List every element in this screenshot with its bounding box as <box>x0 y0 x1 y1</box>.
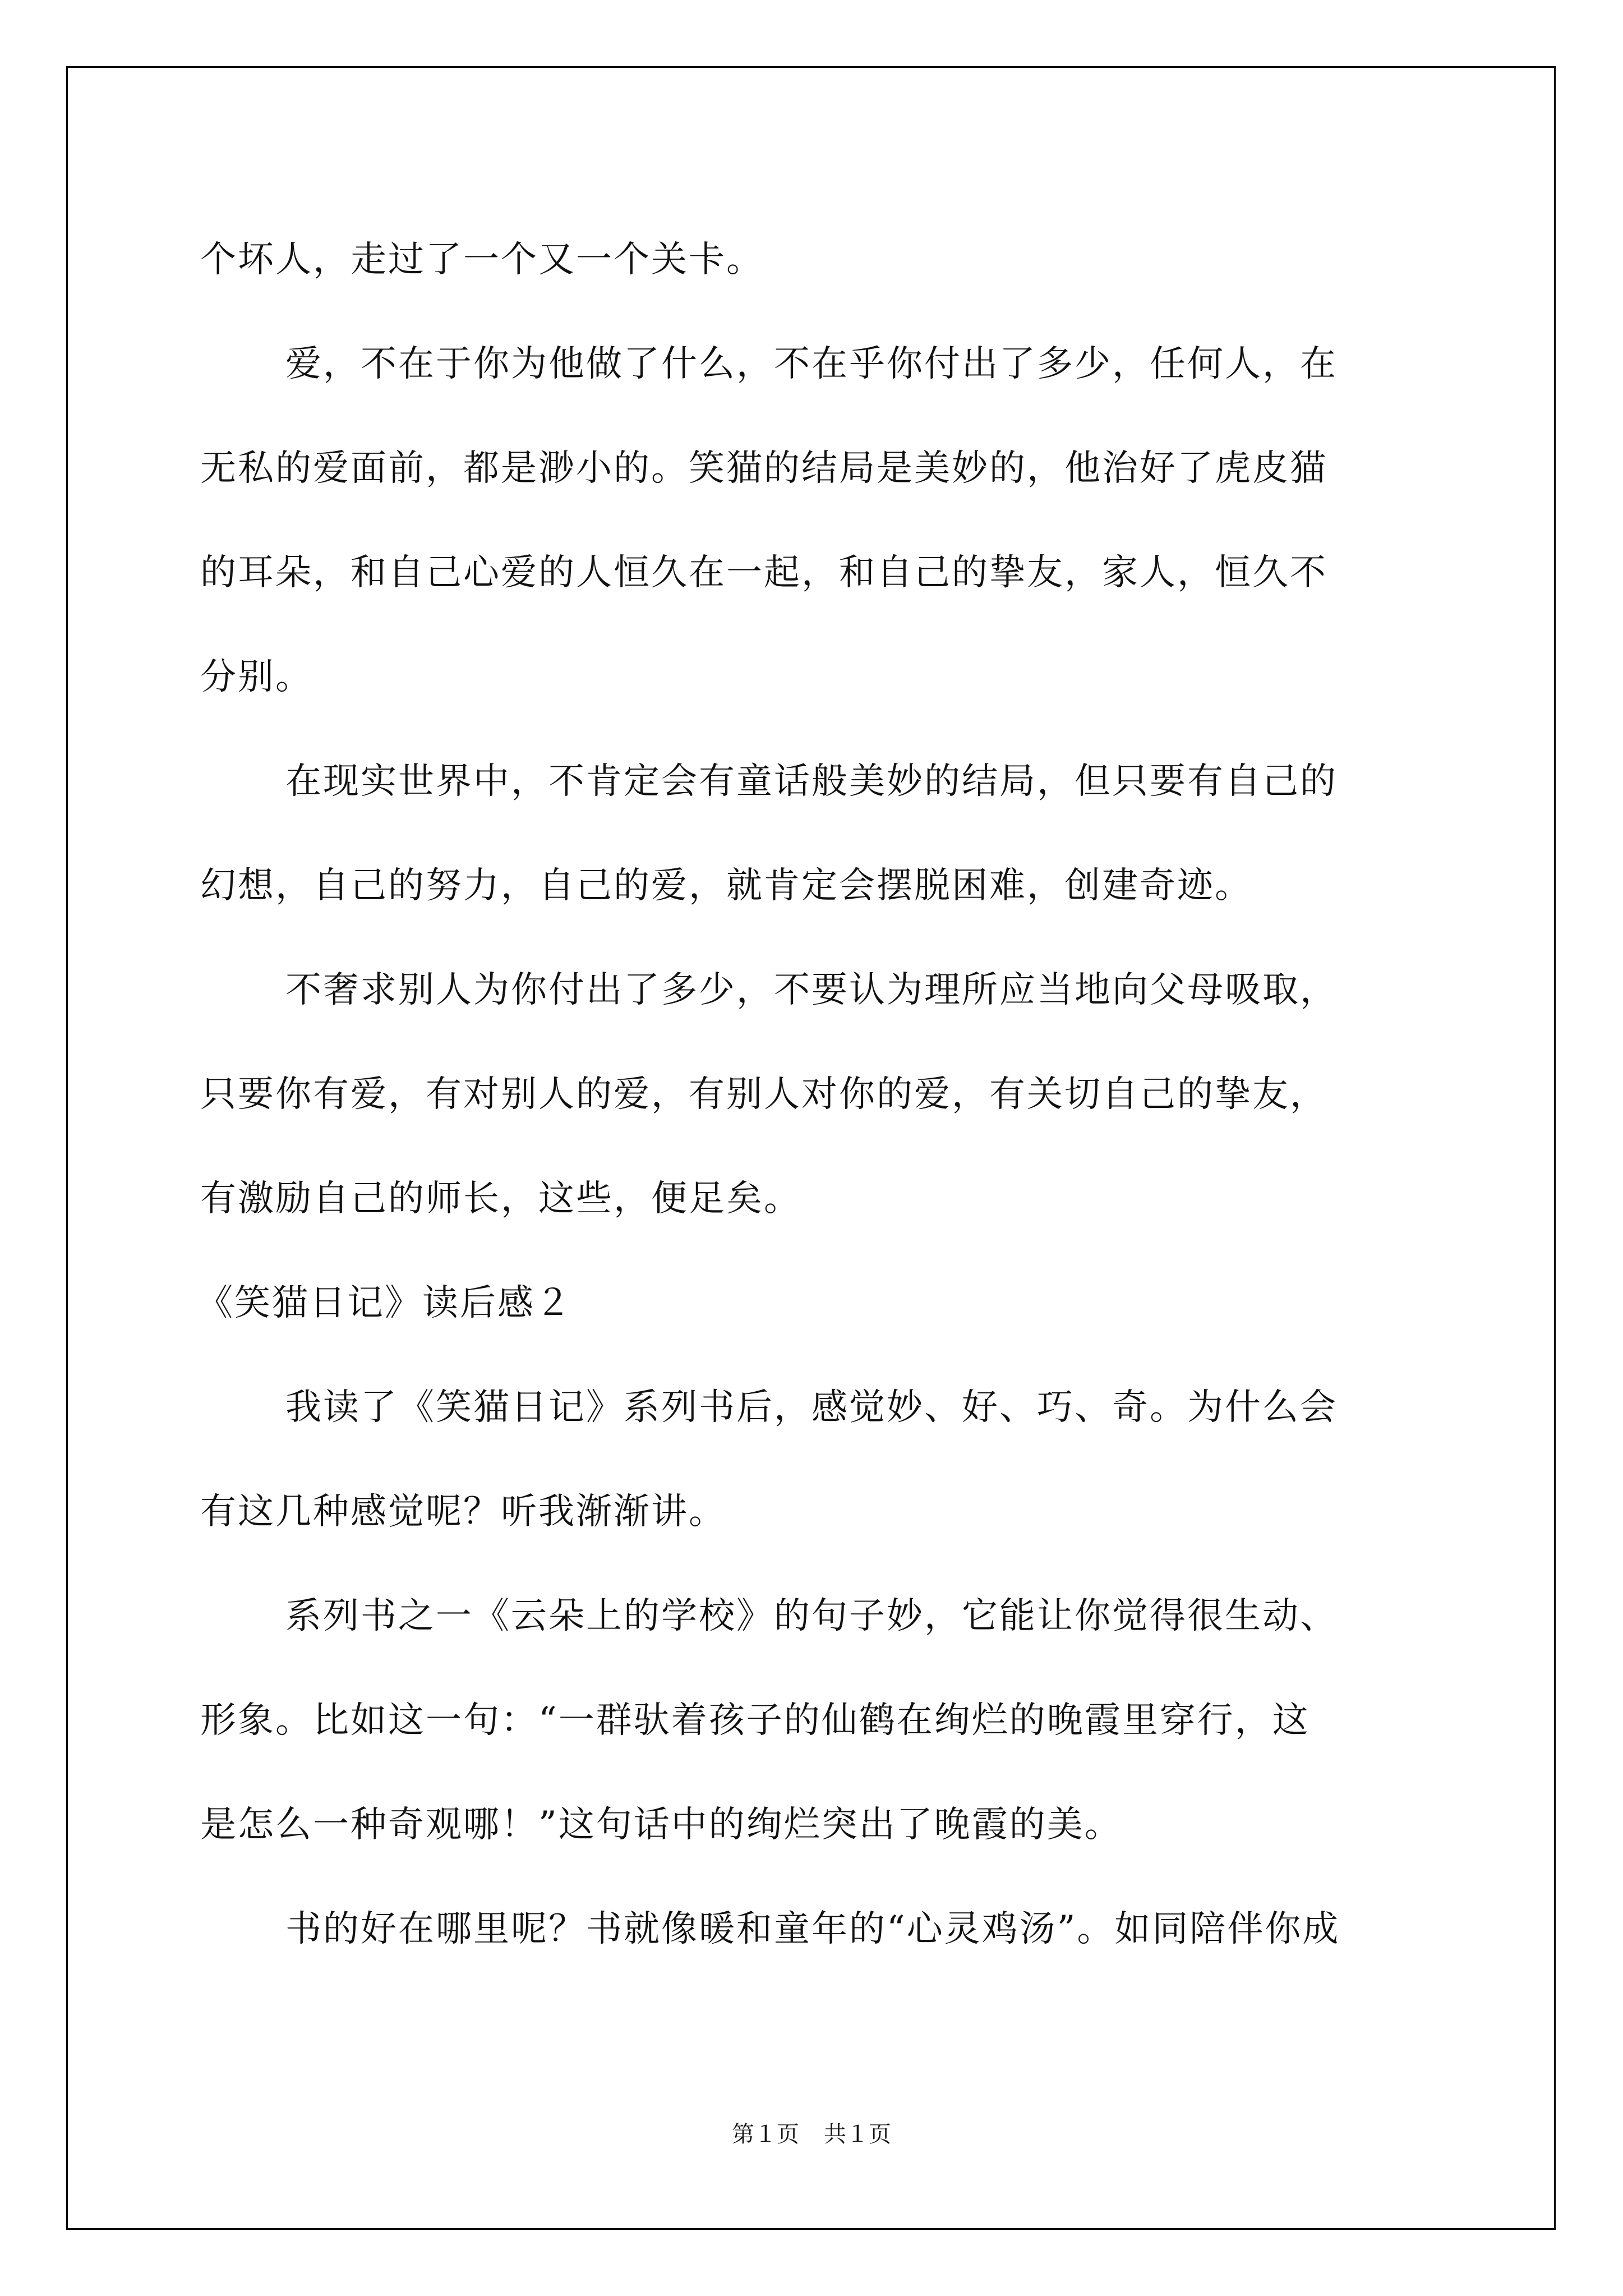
paragraph-start: 系列书之一《云朵上的学校》的句子妙，它能让你觉得很生动、 <box>285 1595 1338 1637</box>
text-line: 形象。比如这一句：“一群驮着孩子的仙鹤在绚烂的晚霞里穿行，这 <box>200 1700 1310 1741</box>
paragraph-start: 不奢求别人为你付出了多少，不要认为理所应当地向父母吸取， <box>285 969 1338 1011</box>
text-line: 只要你有爱，有对别人的爱，有别人对你的爱，有关切自己的挚友， <box>200 1074 1327 1115</box>
text-line: 有这几种感觉呢？听我渐渐讲。 <box>200 1491 726 1533</box>
paragraph-start: 我读了《笑猫日记》系列书后，感觉妙、好、巧、奇。为什么会 <box>285 1387 1338 1428</box>
page-number: 第１页 <box>732 2122 799 2147</box>
text-line: 是怎么一种奇观哪！”这句话中的绚烂突出了晚霞的美。 <box>200 1804 1122 1846</box>
text-line: 分别。 <box>200 656 313 698</box>
paragraph-start: 在现实世界中，不肯定会有童话般美妙的结局，但只要有自己的 <box>285 761 1338 802</box>
section-heading: 《笑猫日记》读后感２ <box>197 1282 573 1324</box>
text-line: 的耳朵，和自己心爱的人恒久在一起，和自己的挚友，家人，恒久不 <box>200 552 1327 593</box>
page-footer <box>0 2118 1623 2151</box>
text-line: 幻想，自己的努力，自己的爱，就肯定会摆脱困难，创建奇迹。 <box>200 865 1252 907</box>
text-line: 个坏人，走过了一个又一个关卡。 <box>200 239 764 280</box>
document-body <box>197 208 1434 1981</box>
text-line: 有激励自己的师长，这些，便足矣。 <box>200 1178 801 1220</box>
paragraph-start: 爱，不在于你为他做了什么，不在乎你付出了多少，任何人，在 <box>285 343 1338 385</box>
page-total: 共１页 <box>824 2122 891 2147</box>
paragraph-start: 书的好在哪里呢？书就像暖和童年的“心灵鸡汤”。如同陪伴你成 <box>285 1908 1340 1950</box>
text-line: 无私的爱面前，都是渺小的。笑猫的结局是美妙的，他治好了虎皮猫 <box>200 448 1327 489</box>
